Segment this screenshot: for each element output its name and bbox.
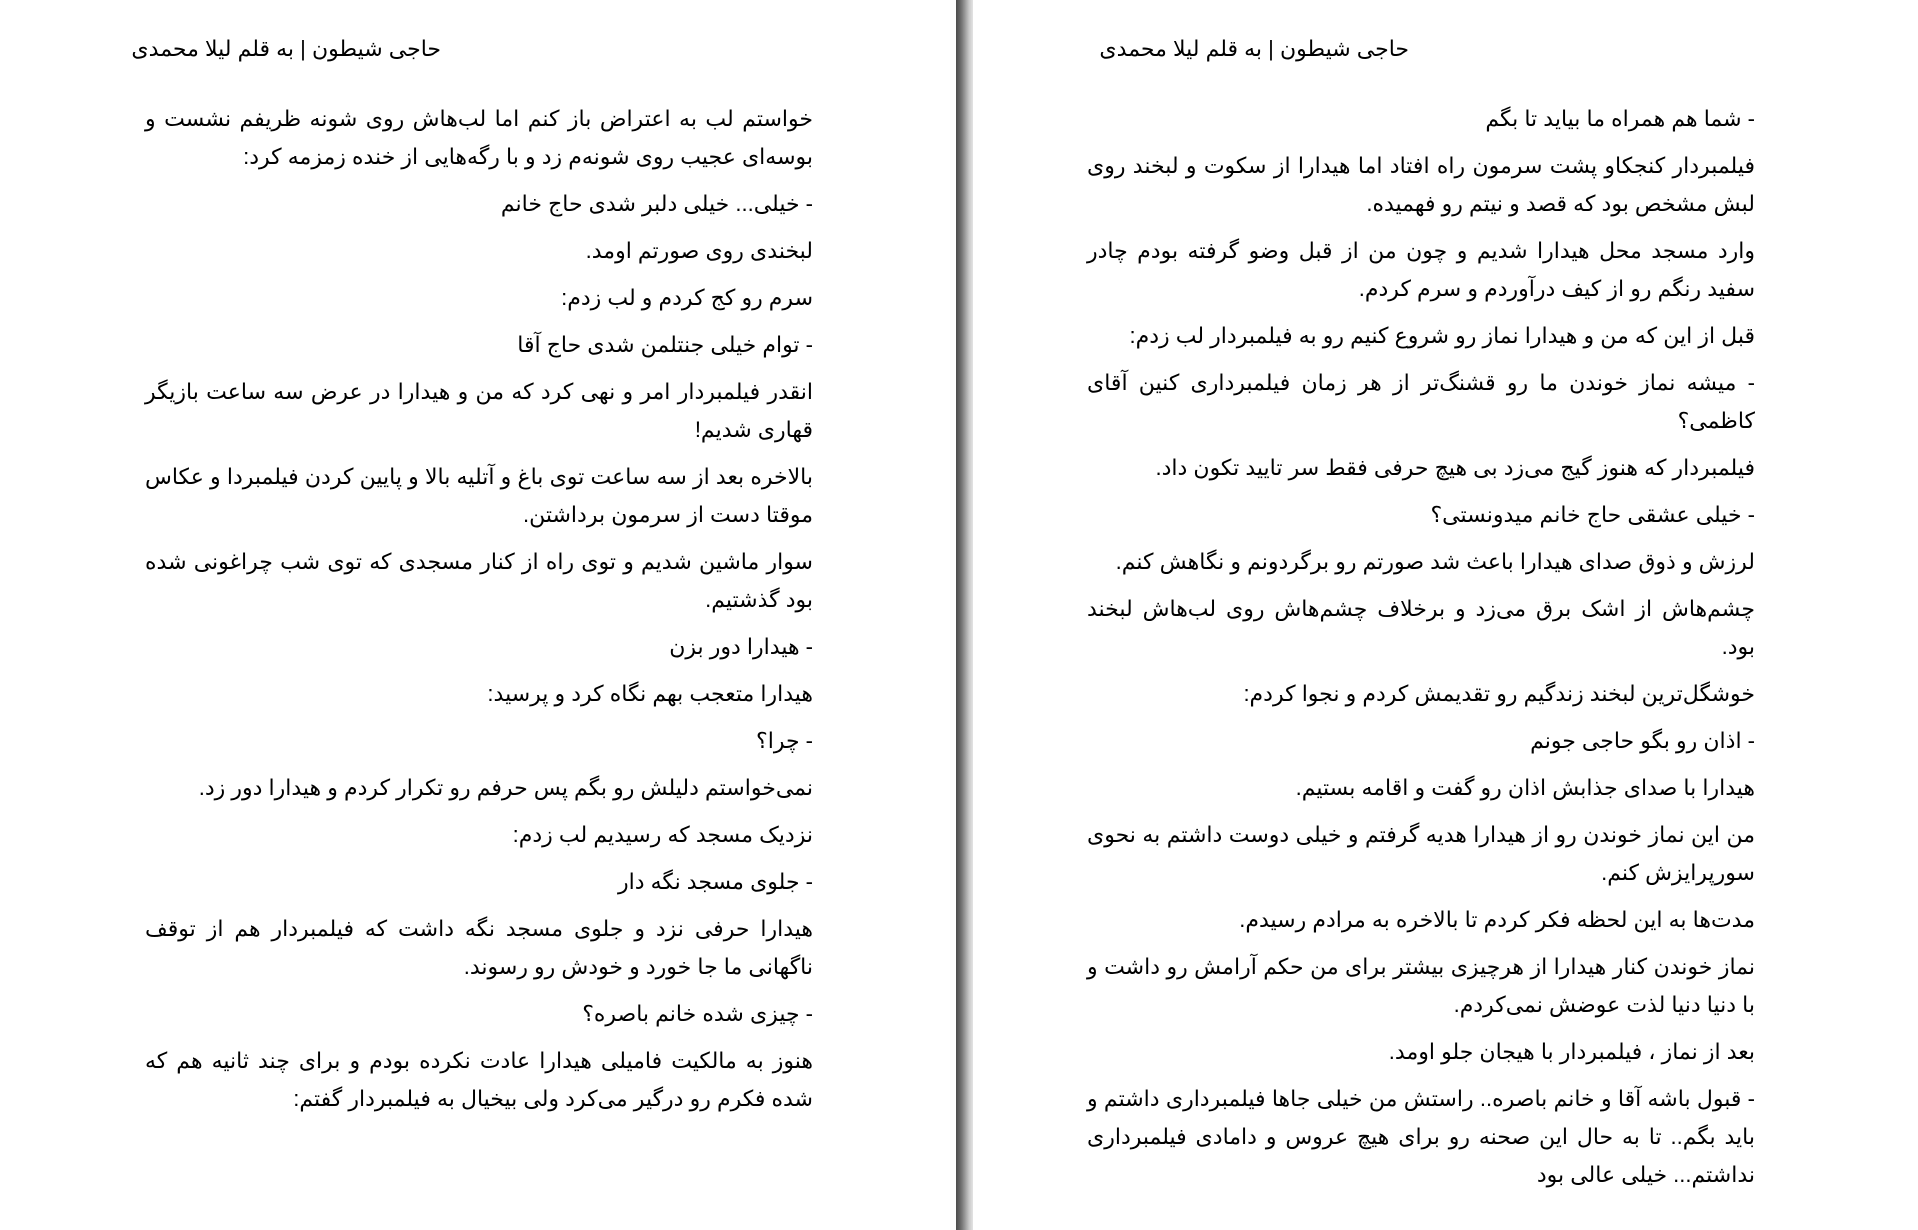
paragraph: نمی‌خواستم دلیلش رو بگم پس حرفم رو تکرار کردم و هیدارا دور زد. [198, 775, 813, 800]
paragraph: هیدارا با صدای جذابش اذان رو گفت و اقامه بستیم. [1295, 775, 1755, 800]
paragraph: بعد از نماز ، فیلمبردار با هیجان جلو اومد. [1388, 1039, 1755, 1064]
dialogue-line: - قبول باشه آقا و خانم باصره.. راستش من خیلی جاها فیلمبرداری داشتم و باید بگم.. تا به حال این صحنه رو برای هیچ عروس و دامادی فیلمبرداری نداشتم... خیلی عالی بود [1087, 1086, 1755, 1187]
dialogue-line: - اذان رو بگو حاجی جونم [1530, 728, 1755, 753]
book-gutter [956, 0, 973, 1230]
paragraph: سرم رو کج کردم و لب زدم: [561, 285, 813, 310]
dialogue-line: - هیدارا دور بزن [669, 634, 813, 659]
paragraph: وارد مسجد محل هیدارا شدیم و چون من از قبل وضو گرفته بودم چادر سفید رنگم رو از کیف درآوردم و سرم کردم. [1087, 238, 1755, 301]
dialogue-line: - چرا؟ [756, 728, 813, 753]
paragraph: هنوز به مالکیت فامیلی هیدارا عادت نکرده بودم و برای چند ثانیه هم که شده فکرم رو درگیر می‌کرد ولی بیخیال به فیلمبردار گفتم: [145, 1048, 813, 1111]
paragraph: لرزش و ذوق صدای هیدارا باعث شد صورتم رو برگردونم و نگاهش کنم. [1115, 549, 1755, 574]
paragraph: فیلمبردار که هنوز گیج می‌زد بی هیچ حرفی فقط سر تایید تکون داد. [1155, 455, 1755, 480]
dialogue-line: - شما هم همراه ما بیاید تا بگم [1485, 106, 1755, 131]
paragraph: خوشگل‌ترین لبخند زندگیم رو تقدیمش کردم و نجوا کردم: [1243, 681, 1755, 706]
paragraph: انقدر فیلمبردار امر و نهی کرد که من و هیدارا در عرض سه ساعت بازیگر قهاری شدیم! [145, 379, 813, 442]
paragraph: بالاخره بعد از سه ساعت توی باغ و آتلیه بالا و پایین کردن فیلمبردا و عکاس موقتا دست از سرمون برداشتن. [145, 464, 814, 527]
paragraph: سوار ماشین شدیم و توی راه از کنار مسجدی که توی شب چراغونی شده بود گذشتیم. [145, 549, 813, 612]
page-header: حاجی شیطون | به قلم لیلا محمدی [1099, 36, 1409, 61]
dialogue-line: - خیلی عشقی حاج خانم میدونستی؟ [1430, 502, 1755, 527]
page-body [1087, 100, 1755, 1203]
paragraph: من این نماز خوندن رو از هیدارا هدیه گرفتم و خیلی دوست داشتم به نحوی سورپرایزش کنم. [1087, 822, 1755, 885]
dialogue-line: - چیزی شده خانم باصره؟ [582, 1001, 813, 1026]
dialogue-line: - جلوی مسجد نگه دار [617, 869, 813, 894]
right-page [973, 0, 1918, 1230]
paragraph: هیدارا حرفی نزد و جلوی مسجد نگه داشت که فیلمبردار هم از توقف ناگهانی ما جا خورد و خودش رو رسوند. [145, 916, 813, 979]
paragraph: فیلمبردار کنجکاو پشت سرمون راه افتاد اما هیدارا از سکوت و لبخند روی لبش مشخص بود که قصد و نیتم رو فهمیده. [1087, 153, 1755, 216]
dialogue-line: - توام خیلی جنتلمن شدی حاج آقا [517, 332, 813, 357]
paragraph: نماز خوندن کنار هیدارا از هرچیزی بیشتر برای من حکم آرامش رو داشت و با دنیا دنیا لذت عوضش نمی‌کردم. [1087, 954, 1755, 1017]
paragraph: چشم‌هاش از اشک برق می‌زد و برخلاف چشم‌هاش روی لب‌هاش لبخند بود. [1087, 596, 1755, 659]
paragraph: لبخندی روی صورتم اومد. [585, 238, 813, 263]
left-page [0, 0, 956, 1230]
paragraph: هیدارا متعجب بهم نگاه کرد و پرسید: [487, 681, 813, 706]
paragraph: خواستم لب به اعتراض باز کنم اما لب‌هاش روی شونه ظریفم نشست و بوسه‌ای عجیب روی شونه‌م زد و با رگه‌هایی از خنده زمزمه کرد: [145, 106, 813, 169]
dialogue-line: - میشه نماز خوندن ما رو قشنگ‌تر از هر زمان فیلمبرداری کنین آقای کاظمی؟ [1087, 370, 1755, 433]
dialogue-line: - خیلی... خیلی دلبر شدی حاج خانم [500, 191, 813, 216]
page-header: حاجی شیطون | به قلم لیلا محمدی [131, 36, 441, 61]
paragraph: قبل از این که من و هیدارا نماز رو شروع کنیم رو به فیلمبردار لب زدم: [1129, 323, 1755, 348]
paragraph: مدت‌ها به این لحظه فکر کردم تا بالاخره به مرادم رسیدم. [1239, 907, 1755, 932]
paragraph: نزدیک مسجد که رسیدیم لب زدم: [512, 822, 813, 847]
page-body [145, 100, 813, 1127]
